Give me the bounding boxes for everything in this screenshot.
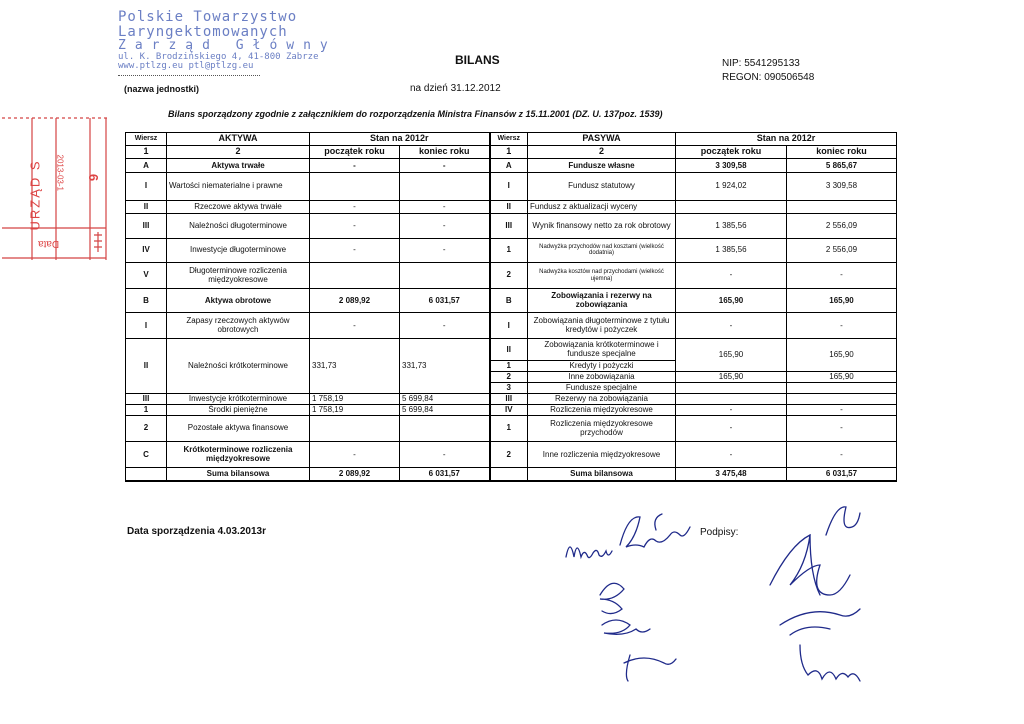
table-cell: - bbox=[310, 313, 400, 339]
header-cell: Wiersz bbox=[490, 133, 528, 146]
table-cell: Fundusz z aktualizacji wyceny bbox=[528, 200, 676, 213]
table-cell: II bbox=[126, 339, 167, 394]
table-row bbox=[126, 213, 897, 238]
table-cell: C bbox=[126, 442, 167, 468]
table-row bbox=[126, 173, 897, 200]
table-cell: 165,90 bbox=[787, 339, 897, 372]
table-cell: 1 385,56 bbox=[676, 213, 787, 238]
signatures-label: Podpisy: bbox=[700, 527, 739, 538]
table-cell: Wartości niematerialne i prawne bbox=[167, 173, 310, 200]
table-cell: Suma bilansowa bbox=[528, 468, 676, 481]
tax-ids bbox=[722, 57, 814, 84]
table-cell: Krótkoterminowe rozliczenia międzyokresowe bbox=[167, 442, 310, 468]
table-cell: III bbox=[490, 394, 528, 405]
table-row bbox=[126, 339, 897, 361]
table-cell: Długoterminowe rozliczenia międzyokresowe bbox=[167, 262, 310, 288]
table-cell: - bbox=[310, 200, 400, 213]
signature-right bbox=[760, 495, 900, 695]
received-stamp bbox=[2, 100, 120, 262]
header-cell: 2 bbox=[167, 146, 310, 159]
table-cell bbox=[310, 262, 400, 288]
legal-basis: Bilans sporządzony zgodnie z załącznikiem do rozporządzenia Ministra Finansów z 15.11.2001 (DZ. U. 137poz. 1539) bbox=[168, 109, 663, 119]
header-cell: koniec roku bbox=[400, 146, 490, 159]
table-cell: - bbox=[310, 213, 400, 238]
table-cell: 2 bbox=[490, 442, 528, 468]
stamp-line-3: Zarząd Główny bbox=[118, 38, 337, 54]
table-cell: 5 699,84 bbox=[400, 394, 490, 405]
table-cell: 2 bbox=[490, 372, 528, 383]
table-cell: 165,90 bbox=[787, 289, 897, 313]
table-cell bbox=[676, 394, 787, 405]
table-cell: V bbox=[126, 262, 167, 288]
table-cell: 331,73 bbox=[310, 339, 400, 394]
table-cell: 2 089,92 bbox=[310, 289, 400, 313]
table-cell: - bbox=[400, 200, 490, 213]
table-cell bbox=[400, 415, 490, 441]
table-cell bbox=[676, 383, 787, 394]
table-cell: II bbox=[490, 200, 528, 213]
table-cell: Suma bilansowa bbox=[167, 468, 310, 481]
table-cell: Aktywa trwałe bbox=[167, 159, 310, 173]
table-cell: Inwestycje długoterminowe bbox=[167, 238, 310, 262]
table-cell: III bbox=[490, 213, 528, 238]
stamp-date: 2013-03-1 bbox=[55, 154, 65, 191]
header-cell: PASYWA bbox=[528, 133, 676, 146]
table-cell: 165,90 bbox=[787, 372, 897, 383]
table-cell: 2 556,09 bbox=[787, 213, 897, 238]
table-cell: 165,90 bbox=[676, 339, 787, 372]
table-cell: Rezerwy na zobowiązania bbox=[528, 394, 676, 405]
header-cell: Stan na 2012r bbox=[676, 133, 897, 146]
table-cell: - bbox=[676, 415, 787, 441]
stamp-line-1: Polskie Towarzystwo bbox=[118, 9, 298, 25]
table-cell: 3 309,58 bbox=[676, 159, 787, 173]
table-cell: Fundusze własne bbox=[528, 159, 676, 173]
table-cell bbox=[310, 173, 400, 200]
table-cell: B bbox=[126, 289, 167, 313]
table-cell: 1 924,02 bbox=[676, 173, 787, 200]
table-cell: 5 865,67 bbox=[787, 159, 897, 173]
table-cell: 1 758,19 bbox=[310, 404, 400, 415]
table-cell: Inne zobowiązania bbox=[528, 372, 676, 383]
table-cell: 6 031,57 bbox=[400, 289, 490, 313]
table-header-row bbox=[126, 133, 897, 146]
stamp-vertical-text: URZĄD S bbox=[27, 159, 43, 231]
table-cell: - bbox=[400, 442, 490, 468]
table-cell: 165,90 bbox=[676, 289, 787, 313]
header-cell: 1 bbox=[490, 146, 528, 159]
stamp-number: 6 bbox=[86, 173, 102, 182]
table-cell: A bbox=[126, 159, 167, 173]
table-cell: 3 309,58 bbox=[787, 173, 897, 200]
table-cell: III bbox=[126, 213, 167, 238]
unit-label: (nazwa jednostki) bbox=[124, 84, 200, 94]
table-cell: - bbox=[787, 404, 897, 415]
balance-sheet-table bbox=[125, 132, 897, 482]
table-cell: Należności długoterminowe bbox=[167, 213, 310, 238]
table-cell: - bbox=[787, 442, 897, 468]
table-cell bbox=[490, 468, 528, 481]
nip-number: NIP: 5541295133 bbox=[722, 58, 800, 69]
table-cell: 2 bbox=[490, 262, 528, 288]
table-cell: Zobowiązania długoterminowe z tytułu kredytów i pożyczek bbox=[528, 313, 676, 339]
table-cell bbox=[310, 415, 400, 441]
table-row bbox=[126, 262, 897, 288]
table-row bbox=[126, 394, 897, 405]
table-cell: - bbox=[310, 238, 400, 262]
header-cell: 1 bbox=[126, 146, 167, 159]
table-cell: - bbox=[787, 415, 897, 441]
regon-number: REGON: 090506548 bbox=[722, 71, 815, 83]
table-row bbox=[126, 404, 897, 415]
organization-stamp bbox=[118, 10, 337, 72]
table-cell: III bbox=[126, 394, 167, 405]
table-cell: II bbox=[490, 339, 528, 361]
header-cell: 2 bbox=[528, 146, 676, 159]
table-cell: Rzeczowe aktywa trwałe bbox=[167, 200, 310, 213]
table-cell: Inne rozliczenia międzyokresowe bbox=[528, 442, 676, 468]
table-cell: I bbox=[126, 313, 167, 339]
table-cell: - bbox=[400, 313, 490, 339]
table-row bbox=[126, 200, 897, 213]
table-cell: 3 bbox=[490, 383, 528, 394]
table-cell bbox=[787, 394, 897, 405]
table-cell: Pozostałe aktywa finansowe bbox=[167, 415, 310, 441]
table-cell: 2 089,92 bbox=[310, 468, 400, 481]
table-cell: - bbox=[787, 262, 897, 288]
table-cell bbox=[400, 262, 490, 288]
table-cell: 1 bbox=[490, 415, 528, 441]
table-cell bbox=[126, 468, 167, 481]
table-row bbox=[126, 415, 897, 441]
table-cell: 1 bbox=[126, 404, 167, 415]
table-cell: 6 031,57 bbox=[787, 468, 897, 481]
table-cell: Rozliczenia międzyokresowe przychodów bbox=[528, 415, 676, 441]
table-cell: 331,73 bbox=[400, 339, 490, 394]
table-cell: IV bbox=[126, 238, 167, 262]
table-cell: B bbox=[490, 289, 528, 313]
table-cell: Fundusz statutowy bbox=[528, 173, 676, 200]
table-cell bbox=[676, 200, 787, 213]
table-cell: Należności krótkoterminowe bbox=[167, 339, 310, 394]
table-cell: 2 bbox=[126, 415, 167, 441]
table-cell: Zobowiązania krótkoterminowe i fundusze specjalne bbox=[528, 339, 676, 361]
table-cell: - bbox=[310, 442, 400, 468]
table-cell: 5 699,84 bbox=[400, 404, 490, 415]
table-cell: 1 bbox=[490, 238, 528, 262]
table-row bbox=[126, 159, 897, 173]
signature-left bbox=[560, 505, 720, 685]
header-cell: Stan na 2012r bbox=[310, 133, 490, 146]
preparation-date: Data sporządzenia 4.03.2013r bbox=[127, 526, 266, 537]
table-cell: - bbox=[400, 238, 490, 262]
table-cell: Zobowiązania i rezerwy na zobowiązania bbox=[528, 289, 676, 313]
stamp-date-label: Data bbox=[38, 238, 60, 249]
table-cell: I bbox=[126, 173, 167, 200]
table-cell: - bbox=[400, 159, 490, 173]
header-cell: Wiersz bbox=[126, 133, 167, 146]
stamp-web: www.ptlzg.eu ptl@ptlzg.eu bbox=[118, 61, 254, 72]
table-cell: Zapasy rzeczowych aktywów obrotowych bbox=[167, 313, 310, 339]
table-cell: 2 556,09 bbox=[787, 238, 897, 262]
table-cell: Kredyty i pożyczki bbox=[528, 361, 676, 372]
table-cell: IV bbox=[490, 404, 528, 415]
table-cell bbox=[787, 200, 897, 213]
table-cell: Wynik finansowy netto za rok obrotowy bbox=[528, 213, 676, 238]
stamp-address: ul. K. Brodzińskiego 4, 41-800 Zabrze bbox=[118, 52, 319, 63]
table-row bbox=[126, 289, 897, 313]
header-cell: AKTYWA bbox=[167, 133, 310, 146]
table-cell: 1 385,56 bbox=[676, 238, 787, 262]
table-cell: Rozliczenia międzyokresowe bbox=[528, 404, 676, 415]
sum-row bbox=[126, 468, 897, 481]
table-subheader-row bbox=[126, 146, 897, 159]
table-row bbox=[126, 238, 897, 262]
unit-dotted-line bbox=[118, 75, 260, 76]
table-cell: - bbox=[310, 159, 400, 173]
table-cell: - bbox=[676, 442, 787, 468]
table-cell: Środki pieniężne bbox=[167, 404, 310, 415]
table-cell: Nadwyżka kosztów nad przychodami (wielkość ujemna) bbox=[528, 262, 676, 288]
table-cell: Inwestycje krótkoterminowe bbox=[167, 394, 310, 405]
table-cell: Aktywa obrotowe bbox=[167, 289, 310, 313]
table-row bbox=[126, 442, 897, 468]
table-cell: II bbox=[126, 200, 167, 213]
table-cell: 3 475,48 bbox=[676, 468, 787, 481]
header-cell: początek roku bbox=[310, 146, 400, 159]
table-cell: Fundusze specjalne bbox=[528, 383, 676, 394]
table-cell: - bbox=[676, 313, 787, 339]
table-cell: I bbox=[490, 313, 528, 339]
table-cell: 1 758,19 bbox=[310, 394, 400, 405]
table-cell: - bbox=[787, 313, 897, 339]
table-cell bbox=[787, 383, 897, 394]
header-cell: koniec roku bbox=[787, 146, 897, 159]
table-cell: 165,90 bbox=[676, 372, 787, 383]
balance-date: na dzień 31.12.2012 bbox=[410, 83, 501, 94]
table-cell: - bbox=[676, 404, 787, 415]
table-cell: Nadwyżka przychodów nad kosztami (wielkość dodatnia) bbox=[528, 238, 676, 262]
header-cell: początek roku bbox=[676, 146, 787, 159]
stamp-line-2: Laryngektomowanych bbox=[118, 23, 288, 40]
table-cell: - bbox=[676, 262, 787, 288]
table-row bbox=[126, 313, 897, 339]
table-cell bbox=[400, 173, 490, 200]
table-cell: - bbox=[400, 213, 490, 238]
page-title: BILANS bbox=[455, 53, 500, 67]
table-cell: 6 031,57 bbox=[400, 468, 490, 481]
table-cell: I bbox=[490, 173, 528, 200]
table-cell: 1 bbox=[490, 361, 528, 372]
table-cell: A bbox=[490, 159, 528, 173]
